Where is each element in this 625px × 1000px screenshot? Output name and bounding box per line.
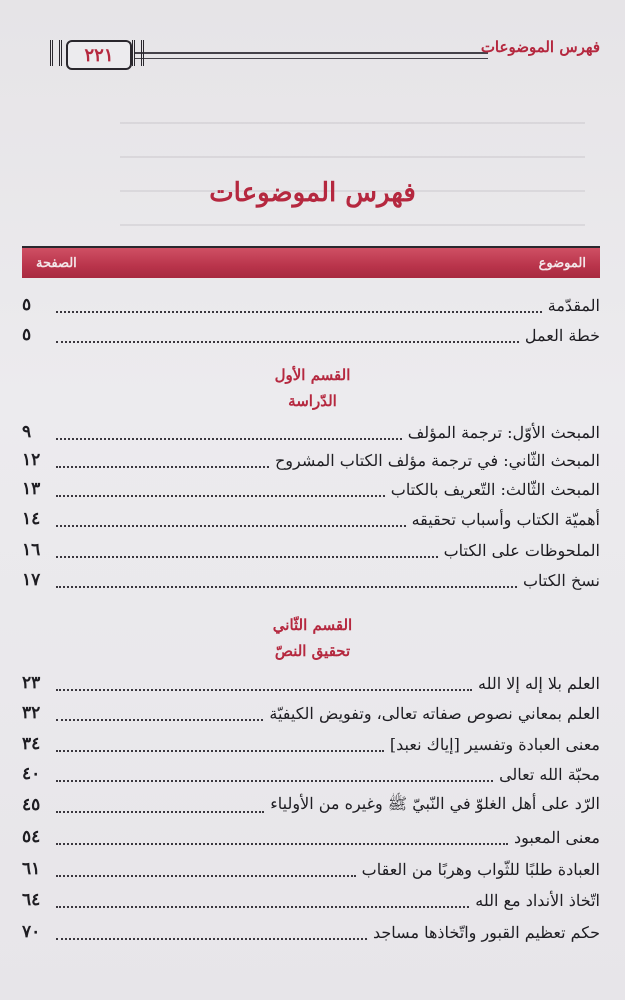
running-title: فهرس الموضوعات: [480, 38, 600, 56]
toc-entry-page: ٣٤: [22, 734, 41, 754]
toc-entry-page: ١٦: [22, 540, 41, 560]
toc-entry-page: ١٤: [22, 509, 41, 529]
leader-dots: [56, 842, 508, 845]
table-header: [22, 246, 600, 278]
toc-entry: [22, 759, 600, 789]
toc-entry-label: اتّخاذ الأنداد مع الله: [475, 890, 600, 910]
leader-dots: [56, 874, 356, 877]
toc-entry-label: خطة العمل: [524, 325, 600, 345]
toc-entry: [22, 445, 600, 475]
toc-entry-page: ٦١: [22, 859, 41, 879]
toc-entry: [22, 698, 600, 728]
toc-entry-page: ٥: [22, 325, 32, 345]
leader-dots: [56, 718, 263, 721]
toc-entry-page: ٧٠: [22, 922, 41, 942]
toc-entry: [22, 790, 600, 820]
toc-entry-label: الرّد على أهل الغلوّ في النّبيّ ﷺ وغيره من الأولياء: [270, 793, 600, 813]
leader-dots: [56, 555, 438, 558]
toc-entry: [22, 417, 600, 447]
toc-entry: [22, 565, 600, 595]
header-ornament-right: [132, 40, 144, 66]
leader-dots: [56, 310, 542, 313]
toc-entry: [22, 854, 600, 884]
toc-entry-label: معنى العبادة وتفسير [إياك نعبد]: [389, 734, 600, 754]
toc-entry: [22, 729, 600, 759]
leader-dots: [56, 585, 517, 588]
leader-dots: [56, 810, 264, 813]
toc-entry-label: نسخ الكتاب: [522, 570, 600, 590]
toc-entry: [22, 320, 600, 350]
toc-entry-label: المبحث الأوّل: ترجمة المؤلف: [407, 422, 600, 442]
toc-entry: [22, 474, 600, 504]
toc-entry-page: ٢٣: [22, 673, 41, 693]
page-column-header: الصفحة: [36, 255, 77, 271]
part-one-subtitle: الدّراسة: [288, 392, 337, 410]
toc-entry-label: العلم بلا إله إلا الله: [478, 673, 600, 693]
toc-entry-page: ١٧: [22, 570, 41, 590]
toc-entry: [22, 885, 600, 915]
part-two-subtitle: تحقيق النصّ: [274, 642, 351, 660]
toc-entry-label: أهميّة الكتاب وأسباب تحقيقه: [411, 509, 600, 529]
leader-dots: [56, 437, 402, 440]
toc-entry-page: ٤٥: [22, 795, 41, 815]
toc-entry-label: العبادة طلبًا للثّواب وهربًا من العقاب: [361, 859, 600, 879]
toc-entry: [22, 290, 600, 320]
leader-dots: [56, 524, 406, 527]
leader-dots: [56, 688, 472, 691]
toc-entry: [22, 535, 600, 565]
toc-entry: [22, 504, 600, 534]
running-header: [22, 38, 600, 74]
toc-entry-label: المقدّمة: [547, 295, 600, 315]
topic-column-header: الموضوع: [538, 255, 586, 271]
toc-entry-page: ٥٤: [22, 827, 41, 847]
toc-entry-label: المبحث الثّاني: في ترجمة مؤلف الكتاب المشروح: [274, 450, 600, 470]
header-ornament-left: [50, 40, 62, 66]
leader-dots: [56, 779, 493, 782]
toc-entry-page: ١٣: [22, 479, 41, 499]
page-title: فهرس الموضوعات: [209, 178, 416, 208]
page-number: ٢٢١: [66, 40, 132, 70]
toc-entry-label: حكم تعظيم القبور واتّخاذها مساجد: [373, 922, 600, 942]
part-one-title: القسم الأول: [274, 366, 351, 384]
header-rule: [134, 52, 488, 59]
leader-dots: [56, 749, 384, 752]
toc-entry-label: المبحث الثّالث: التّعريف بالكتاب: [390, 479, 600, 499]
toc-entry-label: معنى المعبود: [513, 827, 600, 847]
part-two-title: القسم الثّاني: [272, 616, 353, 634]
leader-dots: [56, 905, 469, 908]
toc-entry-page: ٩: [22, 422, 32, 442]
leader-dots: [56, 465, 269, 468]
leader-dots: [56, 340, 519, 343]
toc-entry-page: ٦٤: [22, 890, 41, 910]
bleed-through-text: [120, 100, 585, 230]
leader-dots: [56, 494, 385, 497]
leader-dots: [56, 937, 367, 940]
toc-entry: [22, 917, 600, 947]
toc-entry: [22, 668, 600, 698]
toc-entry-page: ٣٢: [22, 703, 41, 723]
toc-entry: [22, 822, 600, 852]
toc-entry-page: ٥: [22, 295, 32, 315]
toc-entry-label: الملحوظات على الكتاب: [443, 540, 600, 560]
toc-entry-page: ٤٠: [22, 764, 41, 784]
toc-entry-page: ١٢: [22, 450, 41, 470]
toc-entry-label: العلم بمعاني نصوص صفاته تعالى، وتفويض الكيفيّة: [269, 703, 600, 723]
toc-entry-label: محبّة الله تعالى: [499, 764, 600, 784]
